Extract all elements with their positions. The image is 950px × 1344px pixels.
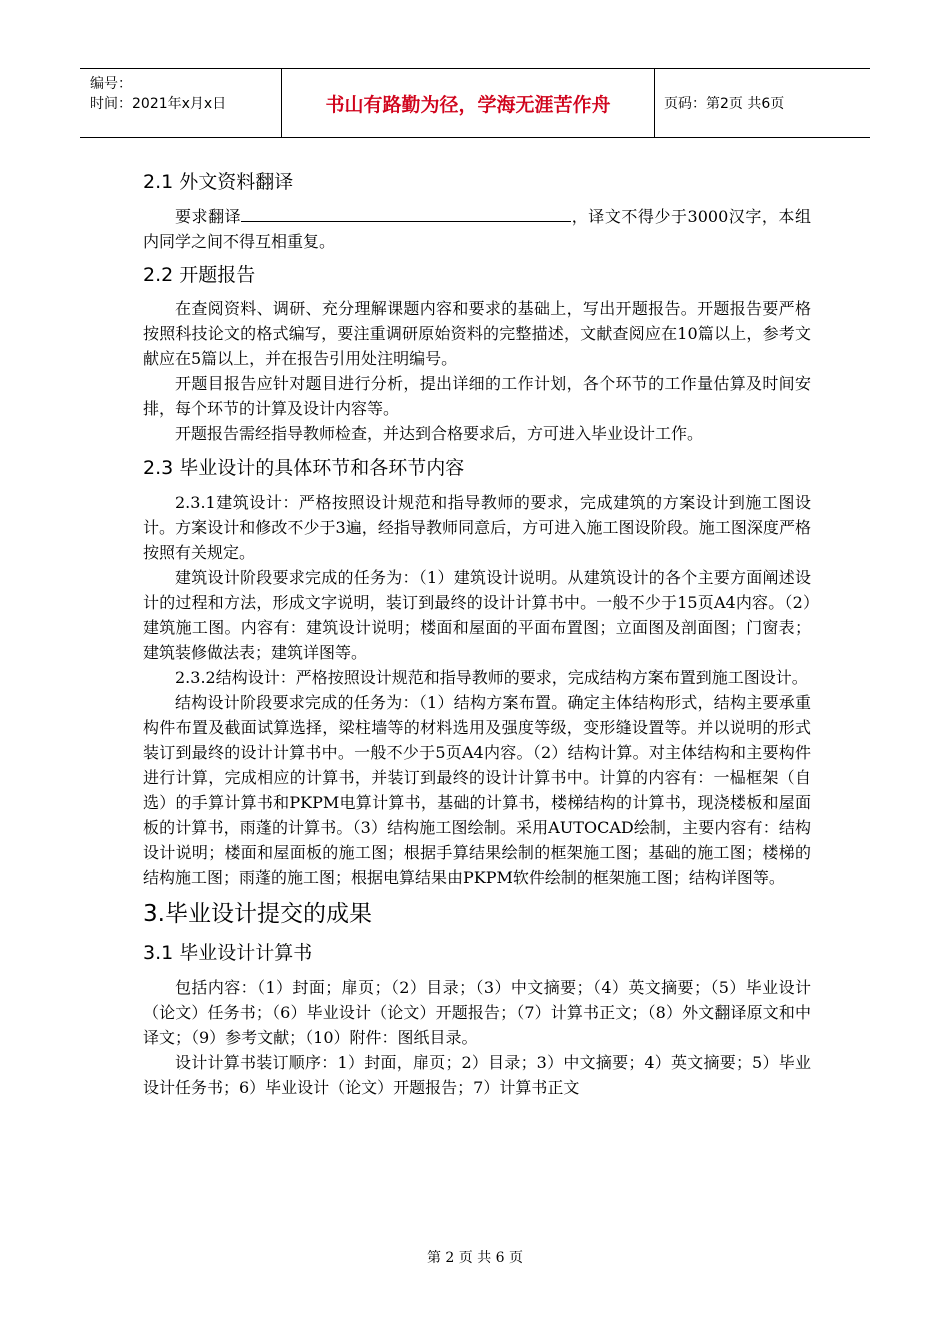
page-header <box>80 68 870 138</box>
section-2-3-title: 2.3 毕业设计的具体环节和各环节内容 <box>143 457 465 479</box>
header-motto: 书山有路勤为径，学海无涯苦作舟 <box>282 69 655 137</box>
header-left-cell <box>80 69 282 137</box>
section-3-1-paragraph-1: 包括内容：（1）封面；扉页；（2）目录；（3）中文摘要；（4）英文摘要；（5）毕业设计（论文）任务书；（6）毕业设计（论文）开题报告；（7）计算书正文；（8）外文翻译原文和中译文；（9）参考文献；（10）附件：图纸目录。 <box>143 978 811 1047</box>
section-2-2-paragraph-1: 在查阅资料、调研、充分理解课题内容和要求的基础上，写出开题报告。开题报告要严格按照科技论文的格式编写，要注重调研原始资料的完整描述，文献查阅应在10篇以上，参考文献应在5篇以上，并在报告引用处注明编号。 <box>143 299 811 368</box>
time-label: 时间：2021年x月x日 <box>90 96 227 112</box>
translate-requirement-label: 要求翻译 <box>175 207 242 226</box>
header-page-info: 页码：第2页 共6页 <box>664 96 785 112</box>
section-2-3-paragraph-2: 建筑设计阶段要求完成的任务为：（1）建筑设计说明。从建筑设计的各个主要方面阐述设计的过程和方法，形成文字说明，装订到最终的设计计算书中。一般不少于15页A4内容。（2）建筑施工图。内容有：建筑设计说明；楼面和屋面的平面布置图；立面图及剖面图；门窗表；建筑装修做法表；建筑详图等。 <box>143 568 811 662</box>
section-3-1-paragraph-2: 设计计算书装订顺序：1）封面，扉页；2）目录；3）中文摘要；4）英文摘要；5）毕业设计任务书；6）毕业设计（论文）开题报告；7）计算书正文 <box>143 1053 811 1097</box>
section-2-2-title: 2.2 开题报告 <box>143 264 256 286</box>
section-2-2-paragraph-2: 开题目报告应针对题目进行分析，提出详细的工作计划，各个环节的工作量估算及时间安排，每个环节的计算及设计内容等。 <box>143 374 811 418</box>
section-3-title: 3.毕业设计提交的成果 <box>143 901 372 927</box>
blank-underline <box>241 207 571 222</box>
document-body <box>143 168 811 1100</box>
number-label: 编号： <box>90 76 132 92</box>
section-2-1-paragraph <box>143 204 811 254</box>
section-2-2-paragraph-3: 开题报告需经指导教师检查，并达到合格要求后，方可进入毕业设计工作。 <box>175 424 704 443</box>
section-2-3-paragraph-4: 结构设计阶段要求完成的任务为：（1）结构方案布置。确定主体结构形式，结构主要承重构件布置及截面试算选择，梁柱墙等的材料选用及强度等级，变形缝设置等。并以说明的形式装订到最终的设计计算书中。一般不少于5页A4内容。（2）结构计算。对主体结构和主要构件进行计算，完成相应的计算书，并装订到最终的设计计算书中。计算的内容有：一榀框架（自选）的手算计算书和PKPM电算计算书，基础的计算书，楼梯结构的计算书，现浇楼板和屋面板的计算书，雨蓬的计算书。（3）结构施工图绘制。采用AUTOCAD绘制，主要内容有：结构设计说明；楼面和屋面板的施工图；根据手算结果绘制的框架施工图；基础的施工图；楼梯的结构施工图；雨蓬的施工图；根据电算结果由PKPM软件绘制的框架施工图；结构详图等。 <box>143 693 811 887</box>
section-3-1-title: 3.1 毕业设计计算书 <box>143 942 313 964</box>
section-2-3-paragraph-1: 2.3.1建筑设计：严格按照设计规范和指导教师的要求，完成建筑的方案设计到施工图设计。方案设计和修改不少于3遍，经指导教师同意后，方可进入施工图设阶段。施工图深度严格按照有关规定。 <box>143 493 811 562</box>
section-2-1-title: 2.1 外文资料翻译 <box>143 171 294 193</box>
page-footer: 第 2 页 共 6 页 <box>426 1250 524 1266</box>
section-2-3-paragraph-3: 2.3.2结构设计：严格按照设计规范和指导教师的要求，完成结构方案布置到施工图设计。 <box>175 668 808 687</box>
translate-requirement-text: ，译文不得少于3000汉字，本组内同学之间不得互相重复。 <box>143 207 811 251</box>
